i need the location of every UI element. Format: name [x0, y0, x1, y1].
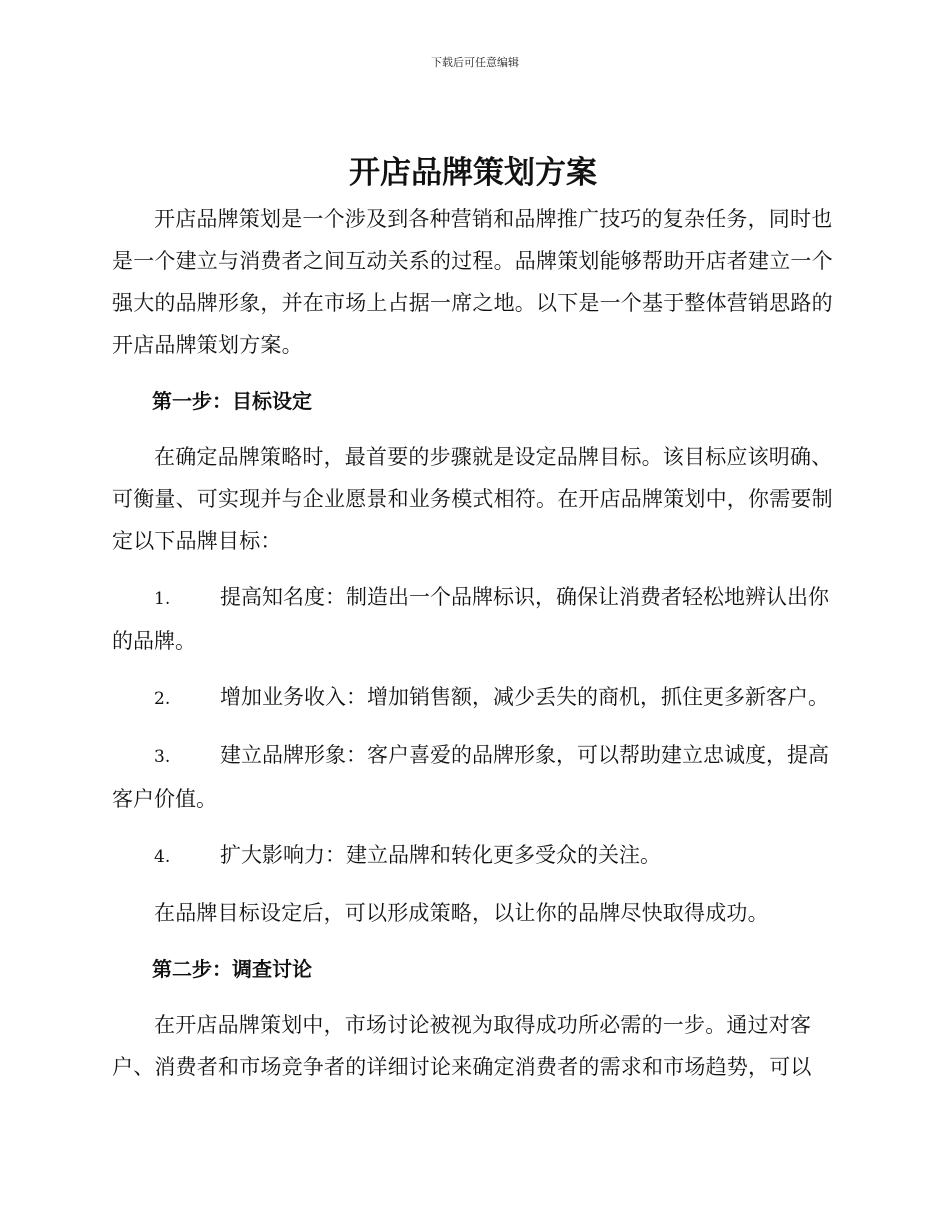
intro-paragraph: 开店品牌策划是一个涉及到各种营销和品牌推广技巧的复杂任务，同时也是一个建立与消费者之间互动关系的过程。品牌策划能够帮助开店者建立一个强大的品牌形象，并在市场上占据一席之地。以下是一个基于整体营销思路的开店品牌策划方案。	[112, 207, 833, 357]
list-item-text: 建立品牌形象：客户喜爱的品牌形象，可以帮助建立忠诚度，提高客户价值。	[112, 743, 829, 811]
step1-closing: 在品牌目标设定后，可以形成策略，以让你的品牌尽快取得成功。	[154, 901, 769, 925]
document-title: 开店品牌策划方案	[349, 155, 597, 191]
list-item-text: 提高知名度：制造出一个品牌标识，确保让消费者轻松地辨认出你的品牌。	[112, 585, 829, 653]
document-body	[112, 148, 834, 1088]
list-item-text: 扩大影响力：建立品牌和转化更多受众的关注。	[220, 843, 661, 867]
list-item	[112, 834, 834, 878]
list-item-number: 4.	[154, 847, 171, 867]
step1-paragraph: 在确定品牌策略时，最首要的步骤就是设定品牌目标。该目标应该明确、可衡量、可实现并与企业愿景和业务模式相符。在开店品牌策划中，你需要制定以下品牌目标：	[112, 445, 833, 553]
step2-heading: 第二步：调查讨论	[152, 957, 312, 981]
step2-paragraph: 在开店品牌策划中，市场讨论被视为取得成功所必需的一步。通过对客户、消费者和市场竞争者的详细讨论来确定消费者的需求和市场趋势，可以	[112, 1013, 812, 1079]
list-item-number: 2.	[154, 689, 171, 709]
header-note: 下载后可任意编辑	[431, 56, 519, 69]
list-item	[112, 676, 834, 720]
list-item	[112, 576, 834, 662]
list-item-number: 1.	[154, 589, 171, 609]
list-item-number: 3.	[154, 747, 171, 767]
list-item	[112, 734, 834, 820]
step1-heading: 第一步：目标设定	[152, 389, 312, 413]
list-item-text: 增加业务收入：增加销售额，减少丢失的商机，抓住更多新客户。	[220, 685, 829, 709]
